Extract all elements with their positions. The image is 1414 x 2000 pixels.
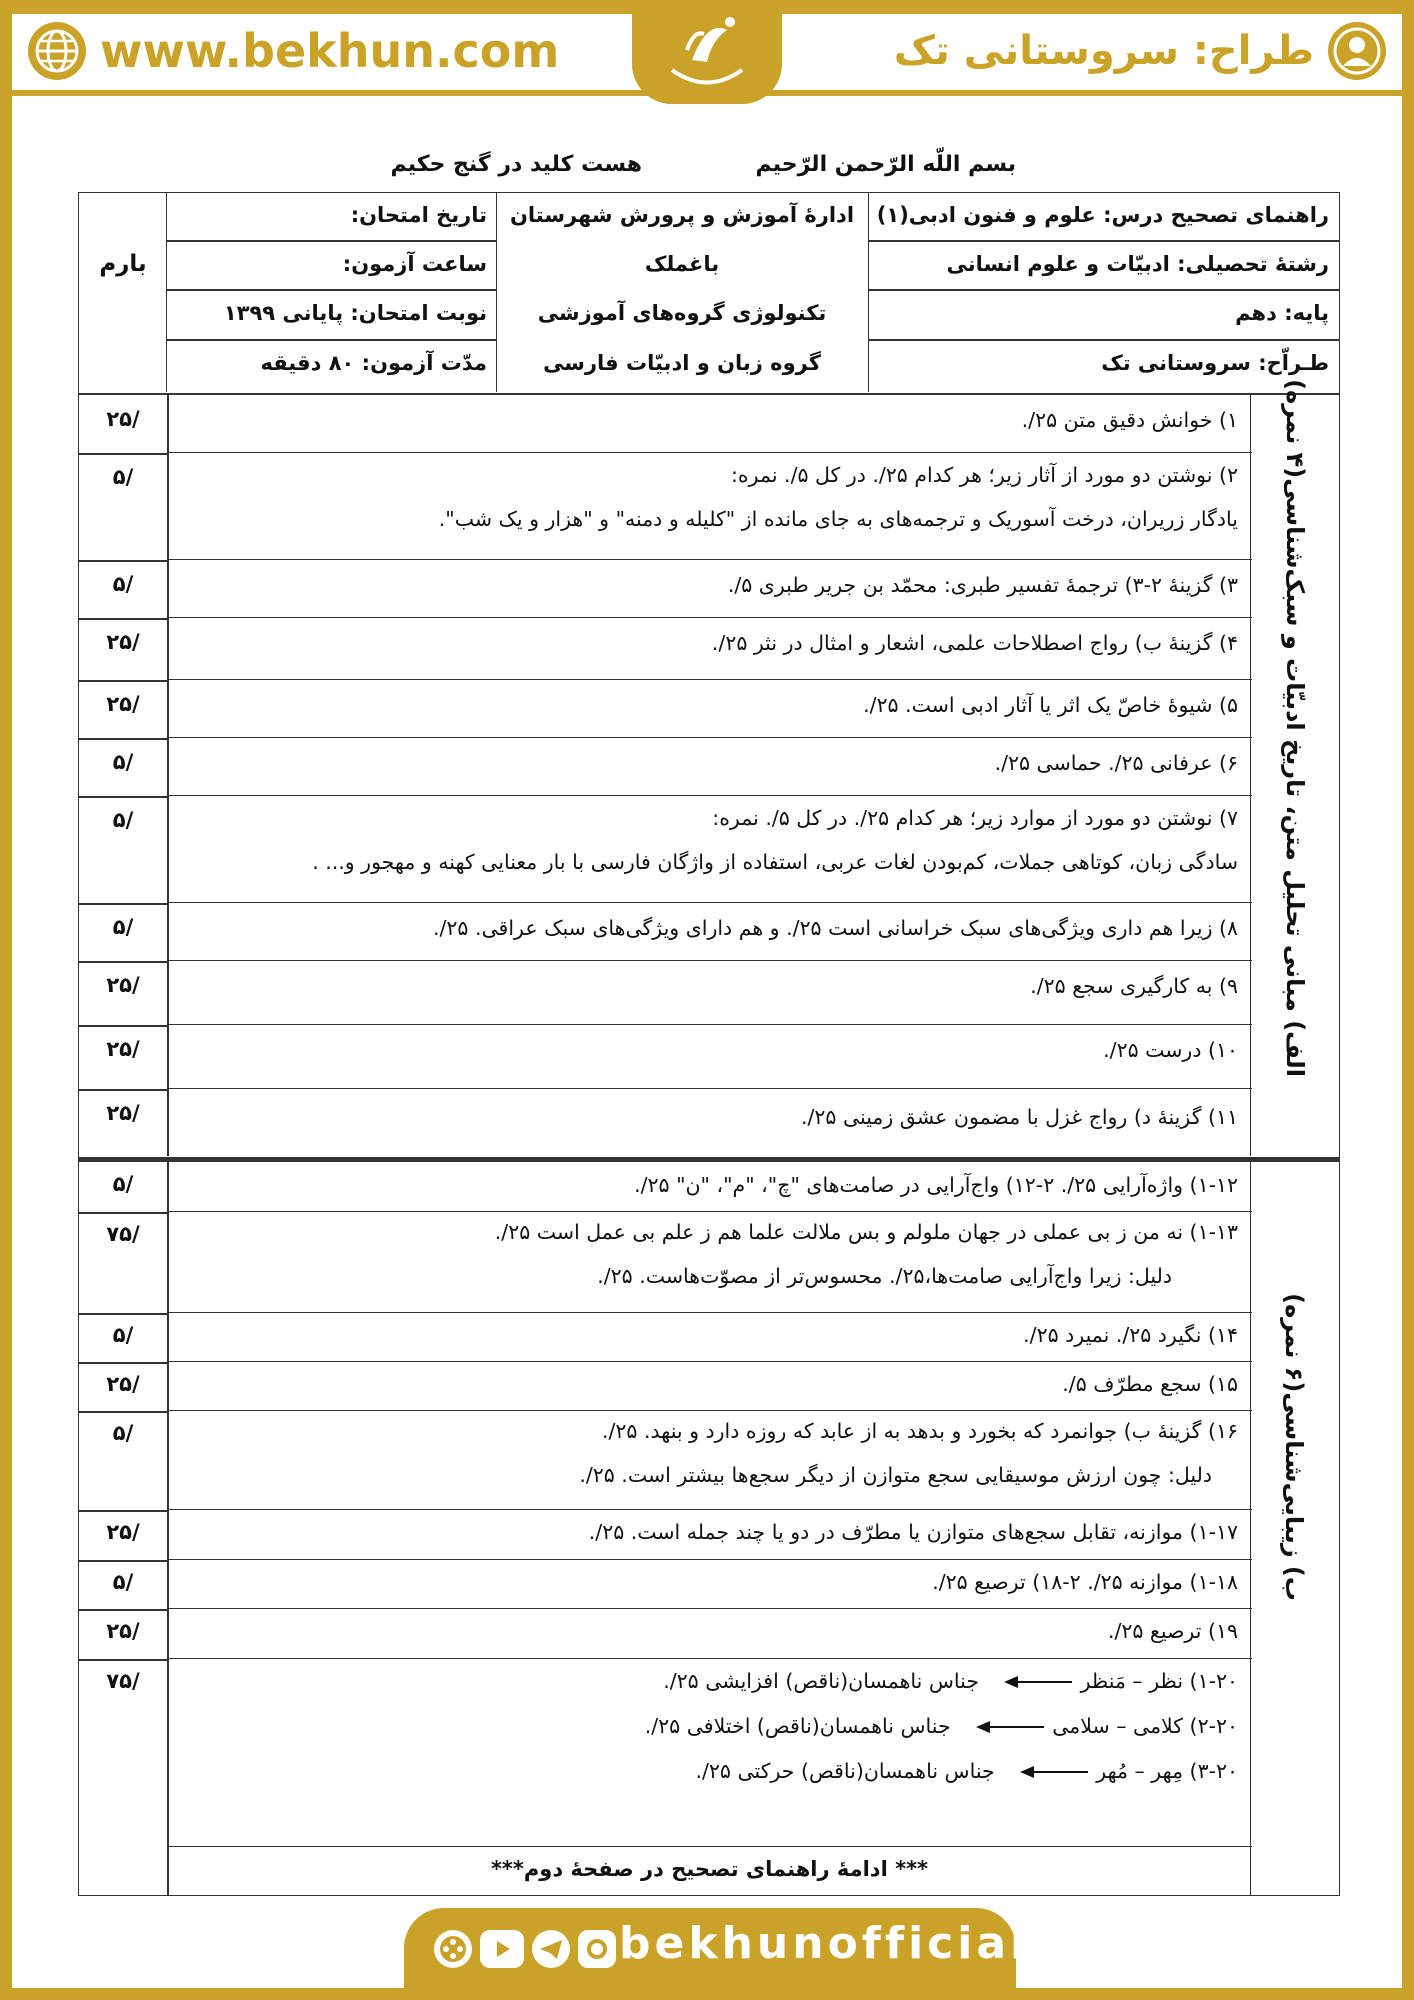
- q20-term: ۱-۲۰) نظر – مَنظر: [1080, 1669, 1238, 1693]
- telegram-icon[interactable]: [532, 1930, 570, 1968]
- answer-text: ۱-۱۲) واژه‌آرایی ۲۵/. ۲-۱۲) واج‌آرایی در صامت‌های "چ"، "م"، "ن" ۲۵/.: [634, 1173, 1238, 1197]
- score: /۵: [112, 1172, 134, 1196]
- header-bar: [12, 14, 1402, 90]
- answer-row-19: [167, 1609, 1252, 1659]
- answer-row-15: [167, 1362, 1252, 1411]
- score: /۲۵: [106, 407, 140, 431]
- score: /۲۵: [106, 1101, 140, 1125]
- score: /۷۵: [106, 1669, 140, 1693]
- q20-item-1: [663, 1669, 1238, 1693]
- answer-row-20: [167, 1659, 1252, 1847]
- youtube-icon[interactable]: [480, 1930, 524, 1968]
- instagram-icon[interactable]: [578, 1930, 616, 1968]
- social-footer: [404, 1908, 1030, 1988]
- score: /۲۵: [106, 692, 140, 716]
- answer-row-2: [167, 453, 1252, 560]
- q20-answer: جناس ناهمسان(ناقص) اختلافی ۲۵/.: [644, 1714, 951, 1738]
- answer-text: ۱-۱۳) نه من ز بی عملی در جهان ملولم و بس ملالت علما هم ز علم بی عمل است ۲۵/.: [494, 1220, 1238, 1244]
- office-line-3: تکنولوژی گروه‌های آموزشی: [537, 301, 827, 325]
- score: /۲۵: [106, 973, 140, 997]
- q20-term: ۲-۲۰) کلامی – سلامی: [1052, 1714, 1238, 1738]
- exam-duration: مدّت آزمون: ۸۰ دقیقه: [260, 351, 487, 375]
- score: /۲۵: [106, 1037, 140, 1061]
- field-of-study: رشتۀ تحصیلی: ادبیّات و علوم انسانی: [946, 252, 1329, 276]
- course-name: راهنمای تصحیح درس: علوم و فنون ادبی(۱): [876, 203, 1329, 227]
- answer-text: ۱۰) درست ۲۵/.: [1103, 1038, 1238, 1062]
- answer-row-8: [167, 903, 1252, 961]
- brand-logo: [632, 0, 782, 104]
- answer-text: ۶) عرفانی ۲۵/. حماسی ۲۵/.: [994, 751, 1238, 775]
- answer-row-17: [167, 1510, 1252, 1560]
- arrow-left-icon: [1004, 1675, 1074, 1689]
- q20-item-2: [645, 1714, 1238, 1738]
- score: /۲۵: [106, 1372, 140, 1396]
- motto: هست کلید در گنج حکیم: [390, 152, 642, 177]
- answer-text-detail: یادگار زریران، درخت آسوریک و ترجمه‌های به جای مانده از "کلیله و دمنه" و "هزار و یک شب".: [438, 507, 1238, 531]
- answer-text: ۸) زیرا هم داری ویژگی‌های سبک خراسانی است ۲۵/. و هم دارای ویژگی‌های سبک عراقی. ۲۵/.: [432, 916, 1238, 940]
- answer-text: ۱۱) گزینۀ د) رواج غزل با مضمون عشق زمینی ۲۵/.: [800, 1105, 1238, 1129]
- score: /۲۵: [106, 1619, 140, 1643]
- score: /۵: [112, 465, 134, 489]
- answer-row-13: [167, 1212, 1252, 1313]
- score: /۵: [112, 572, 134, 596]
- answer-text: ۱۹) ترصیع ۲۵/.: [1107, 1619, 1238, 1643]
- answer-text: ۱۶) گزینۀ ب) جوانمرد که بخورد و بدهد به از عابد که روزه دارد و بنهد. ۲۵/.: [601, 1419, 1238, 1443]
- answer-text: ۱-۱۸) موازنه ۲۵/. ۲-۱۸) ترصیع ۲۵/.: [932, 1570, 1238, 1594]
- exam-turn: نوبت امتحان: پایانی ۱۳۹۹: [223, 301, 487, 325]
- exam-info-table: [78, 192, 1340, 394]
- arrow-left-icon: [1020, 1765, 1090, 1779]
- section-a-label: الف) مبانی تحلیل متن، تاریخ ادبیّات و سبک‌شناسی(۴ نمره): [1281, 379, 1309, 1077]
- film-icon[interactable]: [434, 1930, 472, 1968]
- answer-text-detail: دلیل: زیرا واج‌آرایی صامت‌ها،۲۵/. محسوس‌تر از مصوّت‌هاست. ۲۵/.: [597, 1264, 1172, 1288]
- arrow-left-icon: [976, 1720, 1046, 1734]
- answer-row-4: [167, 618, 1252, 680]
- answer-text: ۱-۱۷) موازنه، تقابل سجع‌های متوازن یا مطرّف در دو یا چند جمله است. ۲۵/.: [588, 1520, 1238, 1544]
- answer-row-1: [167, 395, 1252, 453]
- answer-row-10: [167, 1025, 1252, 1089]
- office-line-2: باغملک: [644, 252, 720, 276]
- exam-date: تاریخ امتحان:: [350, 203, 487, 227]
- answer-text-detail: دلیل: چون ارزش موسیقایی سجع متوازن از دیگر سجع‌ها بیشتر است. ۲۵/.: [579, 1463, 1212, 1487]
- q20-term: ۳-۲۰) مِهر – مُهر: [1096, 1759, 1238, 1783]
- answer-row-16: [167, 1411, 1252, 1510]
- answer-row-14: [167, 1313, 1252, 1362]
- answer-row-11: [167, 1089, 1252, 1156]
- page-titles: [0, 152, 1414, 192]
- site-url: www.bekhun.com: [100, 24, 560, 78]
- answer-text: ۱۴) نگیرد ۲۵/. نمیرد ۲۵/.: [1023, 1323, 1238, 1347]
- designer-field: طـراّح: سروستانی تک: [1101, 351, 1329, 375]
- section-b-label: ب) زیبایی‌شناسی(۶ نمره): [1280, 1293, 1308, 1601]
- score: /۵: [112, 1323, 134, 1347]
- designer-name: طراح: سروستانی تک: [893, 28, 1314, 74]
- grade: پایه: دهم: [1235, 301, 1329, 325]
- answer-text-detail: سادگی زبان، کوتاهی جملات، کم‌بودن لغات عربی، استفاده از واژگان فارسی با بار معنایی کهنه و مهجور و... .: [312, 850, 1238, 874]
- answer-row-18: [167, 1560, 1252, 1609]
- score: /۵: [112, 1421, 134, 1445]
- answer-text: ۴) گزینۀ ب) رواج اصطلاحات علمی، اشعار و امثال در نثر ۲۵/.: [711, 631, 1238, 655]
- score: /۵: [112, 808, 134, 832]
- globe-icon: [28, 22, 86, 80]
- designer-credit: [894, 22, 1386, 80]
- answer-row-5: [167, 680, 1252, 738]
- office-line-4: گروه زبان و ادبیّات فارسی: [543, 351, 821, 375]
- answer-row-3: [167, 560, 1252, 618]
- answer-text: ۱۵) سجع مطرّف ۵/.: [1062, 1372, 1238, 1396]
- office-line-1: ادارۀ آموزش و پرورش شهرستان: [509, 203, 855, 227]
- score: /۵: [112, 915, 134, 939]
- continuation-row: [167, 1847, 1252, 1896]
- bismillah: بسم اللّه الرّحمن الرّحیم: [755, 152, 1016, 177]
- exam-time: ساعت آزمون:: [342, 252, 487, 276]
- answer-text: ۵) شیوۀ خاصّ یک اثر یا آثار ادبی است. ۲۵/.: [863, 693, 1238, 717]
- answer-text: ۳) گزینۀ ۲-۳) ترجمۀ تفسیر طبری: محمّد بن جریر طبری ۵/.: [727, 573, 1238, 597]
- site-link[interactable]: [28, 22, 559, 80]
- score: /۵: [112, 1570, 134, 1594]
- answer-row-9: [167, 961, 1252, 1025]
- answer-row-12: [167, 1162, 1252, 1212]
- answer-text: ۱) خوانش دقیق متن ۲۵/.: [1021, 408, 1238, 432]
- answer-text: ۹) به کارگیری سجع ۲۵/.: [1030, 974, 1238, 998]
- answer-row-7: [167, 796, 1252, 903]
- answer-text: ۲) نوشتن دو مورد از آثار زیر؛ هر کدام ۲۵/. در کل ۵/. نمره:: [731, 463, 1238, 487]
- answer-text: ۷) نوشتن دو مورد از موارد زیر؛ هر کدام ۲۵/. در کل ۵/. نمره:: [712, 806, 1238, 830]
- section-a-table: [78, 379, 1340, 1158]
- section-b-table: [78, 1158, 1340, 1896]
- score: /۵: [112, 750, 134, 774]
- social-handle[interactable]: bekhunofficial: [619, 1918, 1030, 1969]
- score-header: بارم: [99, 251, 147, 277]
- score: /۲۵: [106, 630, 140, 654]
- q20-answer: جناس ناهمسان(ناقص) افزایشی ۲۵/.: [663, 1669, 980, 1693]
- answer-row-6: [167, 738, 1252, 796]
- continuation-note: *** ادامۀ راهنمای تصحیح در صفحۀ دوم***: [490, 1857, 929, 1881]
- score: /۷۵: [106, 1222, 140, 1246]
- score: /۲۵: [106, 1520, 140, 1544]
- user-icon: [1328, 22, 1386, 80]
- q20-item-3: [695, 1759, 1238, 1783]
- q20-answer: جناس ناهمسان(ناقص) حرکتی ۲۵/.: [695, 1759, 995, 1783]
